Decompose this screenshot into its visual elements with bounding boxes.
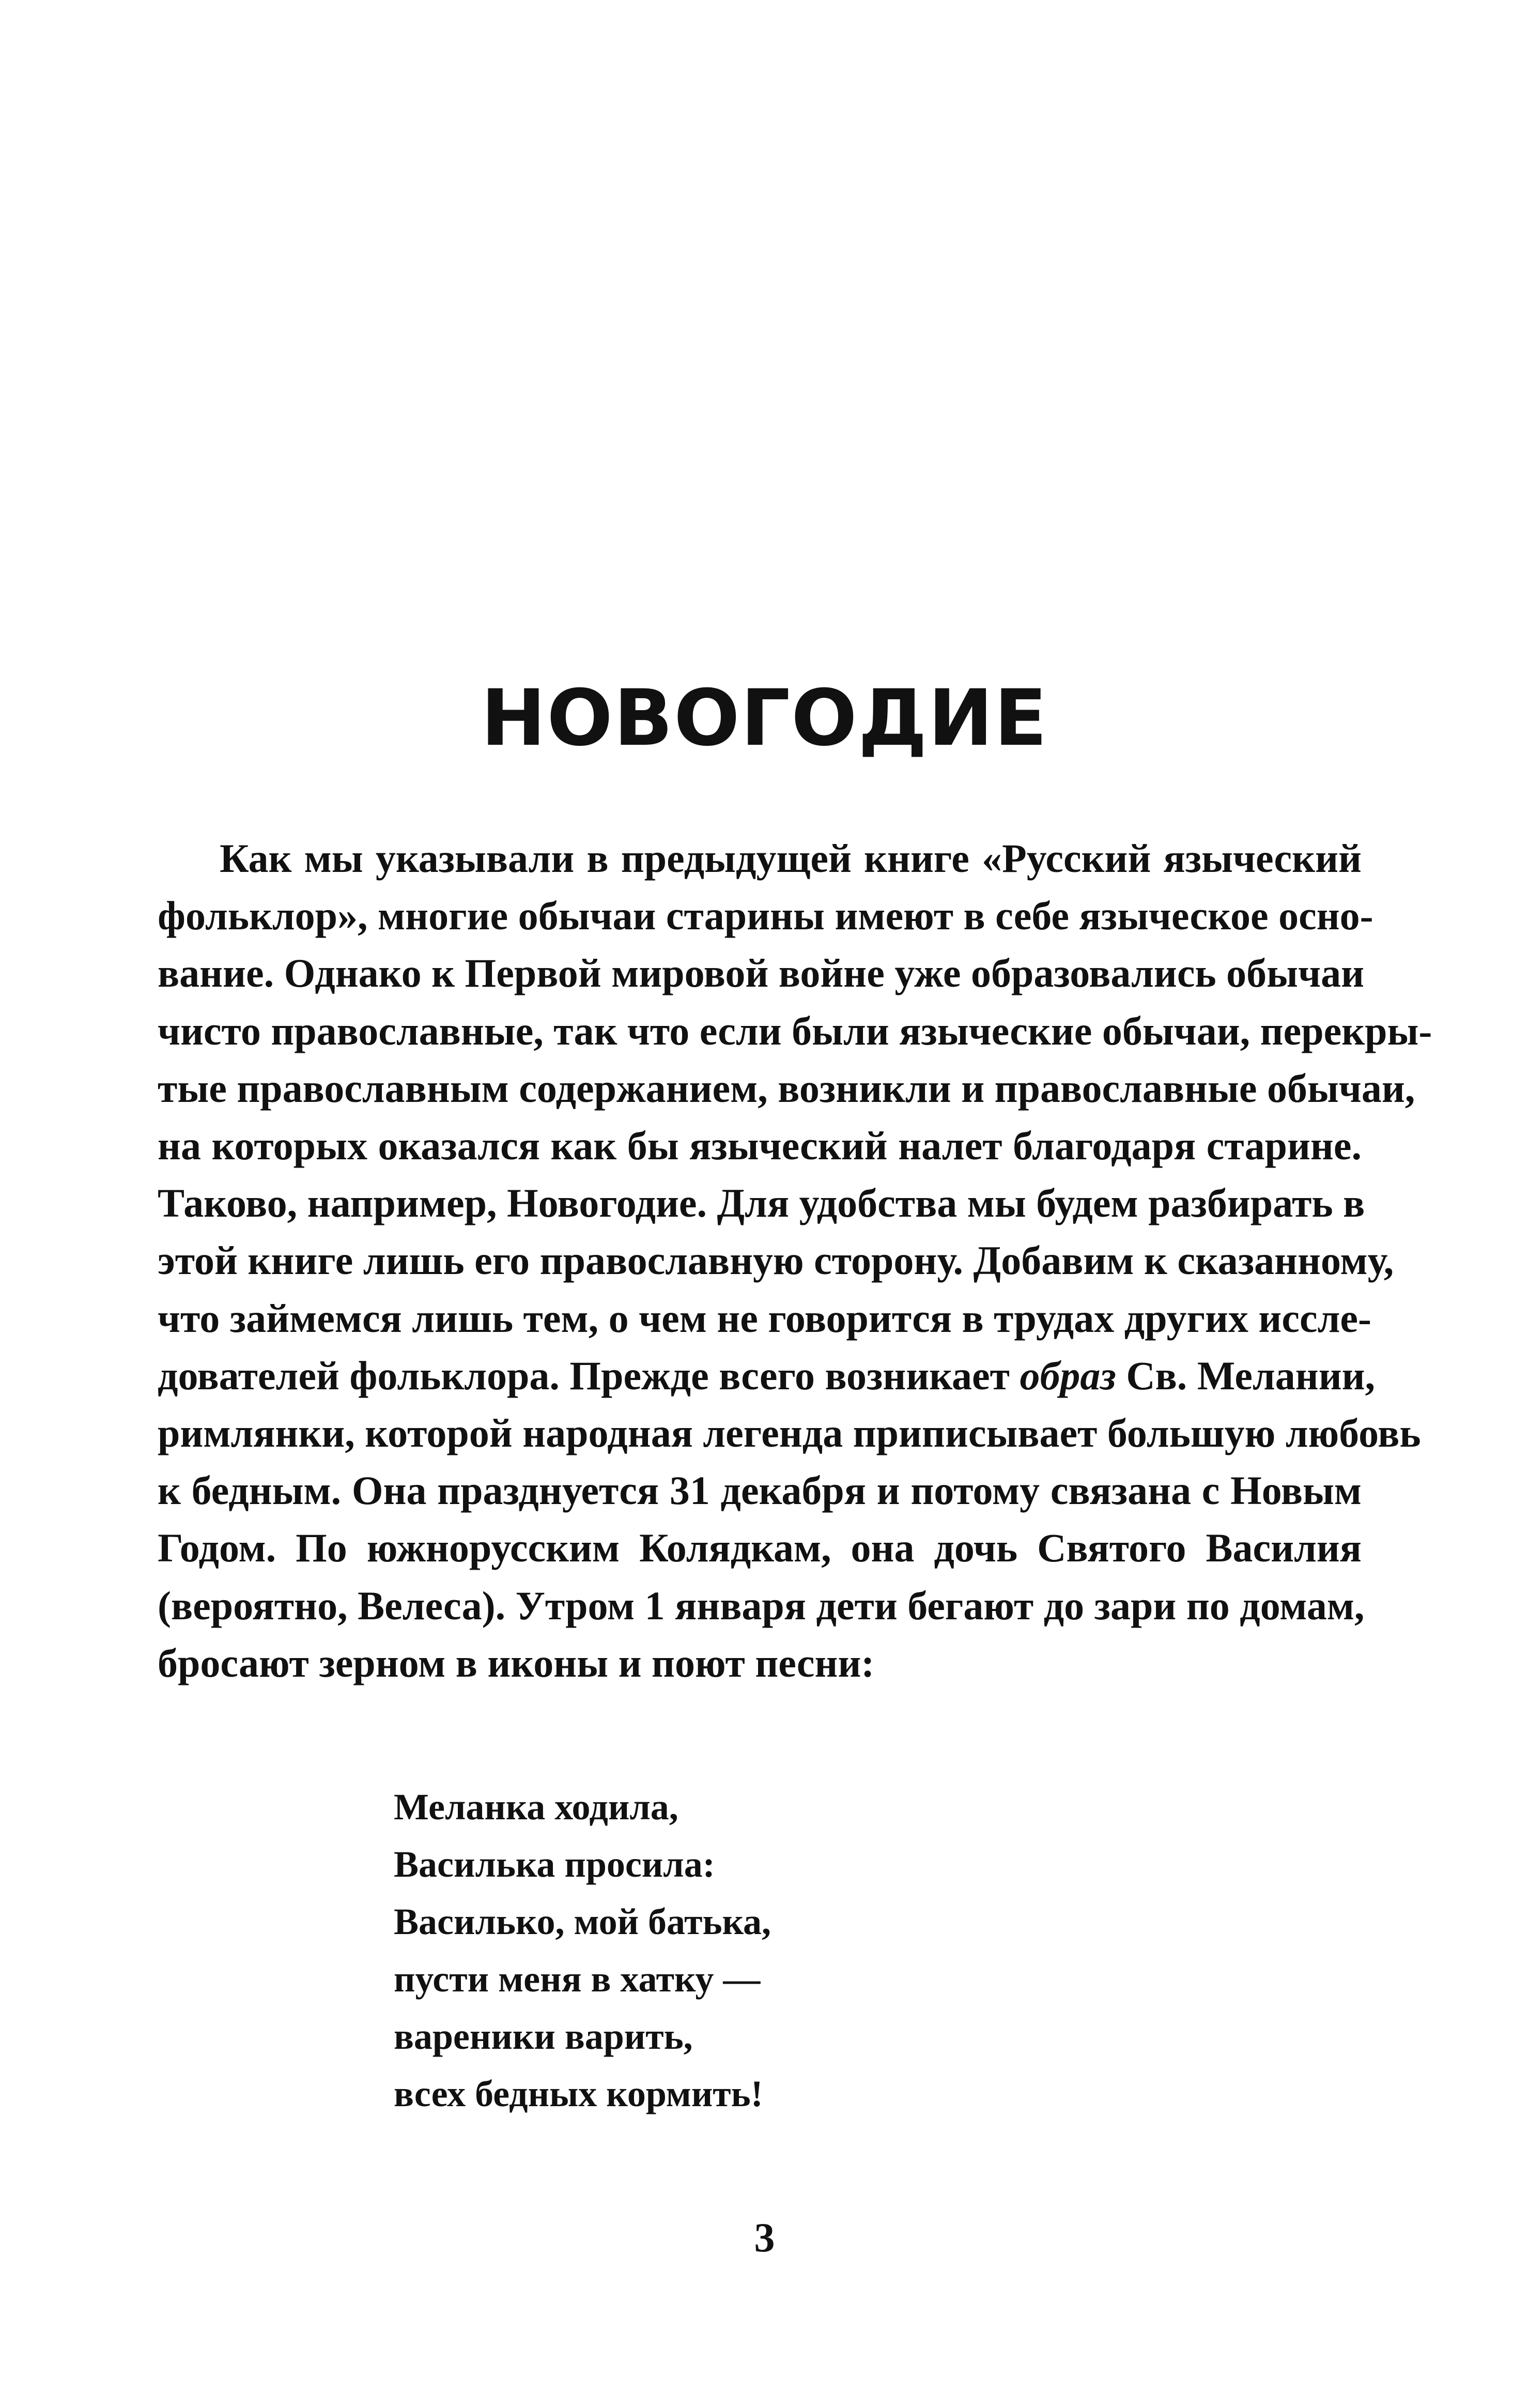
paragraph-line-end: Св. Мелании,	[1116, 1353, 1376, 1398]
paragraph-line-with-emphasis	[158, 1347, 1376, 1404]
paragraph-line: тые православным содержанием, возникли и православные обычаи,	[158, 1065, 1415, 1111]
poem-verse: Меланка ходила,	[394, 1786, 678, 1828]
poem-verse: вареники варить,	[394, 2016, 693, 2057]
paragraph-line: (вероятно, Велеса). Утром 1 января дети бегают до зари по домам,	[158, 1583, 1365, 1628]
poem-verse: пусти меня в хатку —	[394, 1958, 761, 2000]
paragraph-line: вание. Однако к Первой мировой войне уже образовались обычаи	[158, 950, 1365, 996]
page-number: 3	[754, 2215, 775, 2261]
paragraph-line: что займемся лишь тем, о чем не говорится в трудах других иссле-	[158, 1295, 1371, 1341]
paragraph-line: чисто православные, так что если были языческие обычаи, перекры-	[158, 1008, 1432, 1053]
paragraph-line: Годом. По южнорусским Колядкам, она дочь Святого Василия	[158, 1525, 1362, 1571]
paragraph-line-start: дователей фольклора. Прежде всего возникает	[158, 1353, 1020, 1398]
paragraph-line: на которых оказался как бы языческий налет благодаря старине.	[158, 1123, 1362, 1169]
body-paragraph	[158, 830, 1432, 1692]
emphasized-word: образ	[1020, 1353, 1116, 1398]
paragraph-line: римлянки, которой народная легенда приписывает большую любовь	[158, 1410, 1421, 1456]
paragraph-line: бросают зерном в иконы и поют песни:	[158, 1640, 875, 1685]
paragraph-line: Как мы указывали в предыдущей книге «Русский языческий	[220, 836, 1362, 881]
chapter-title: НОВОГОДИЕ	[481, 673, 1048, 763]
poem	[394, 1778, 771, 2123]
paragraph-line: фольклор», многие обычаи старины имеют в себе языческое осно-	[158, 893, 1373, 939]
poem-verse: Василько, мой батька,	[394, 1901, 771, 1942]
paragraph-line: к бедным. Она празднуется 31 декабря и потому связана с Новым	[158, 1468, 1362, 1513]
paragraph-line: Таково, например, Новогодие. Для удобства мы будем разбирать в	[158, 1180, 1365, 1226]
poem-verse: всех бедных кормить!	[394, 2073, 763, 2114]
poem-verse: Василька просила:	[394, 1844, 715, 1885]
paragraph-line: этой книге лишь его православную сторону. Добавим к сказанному,	[158, 1238, 1394, 1283]
